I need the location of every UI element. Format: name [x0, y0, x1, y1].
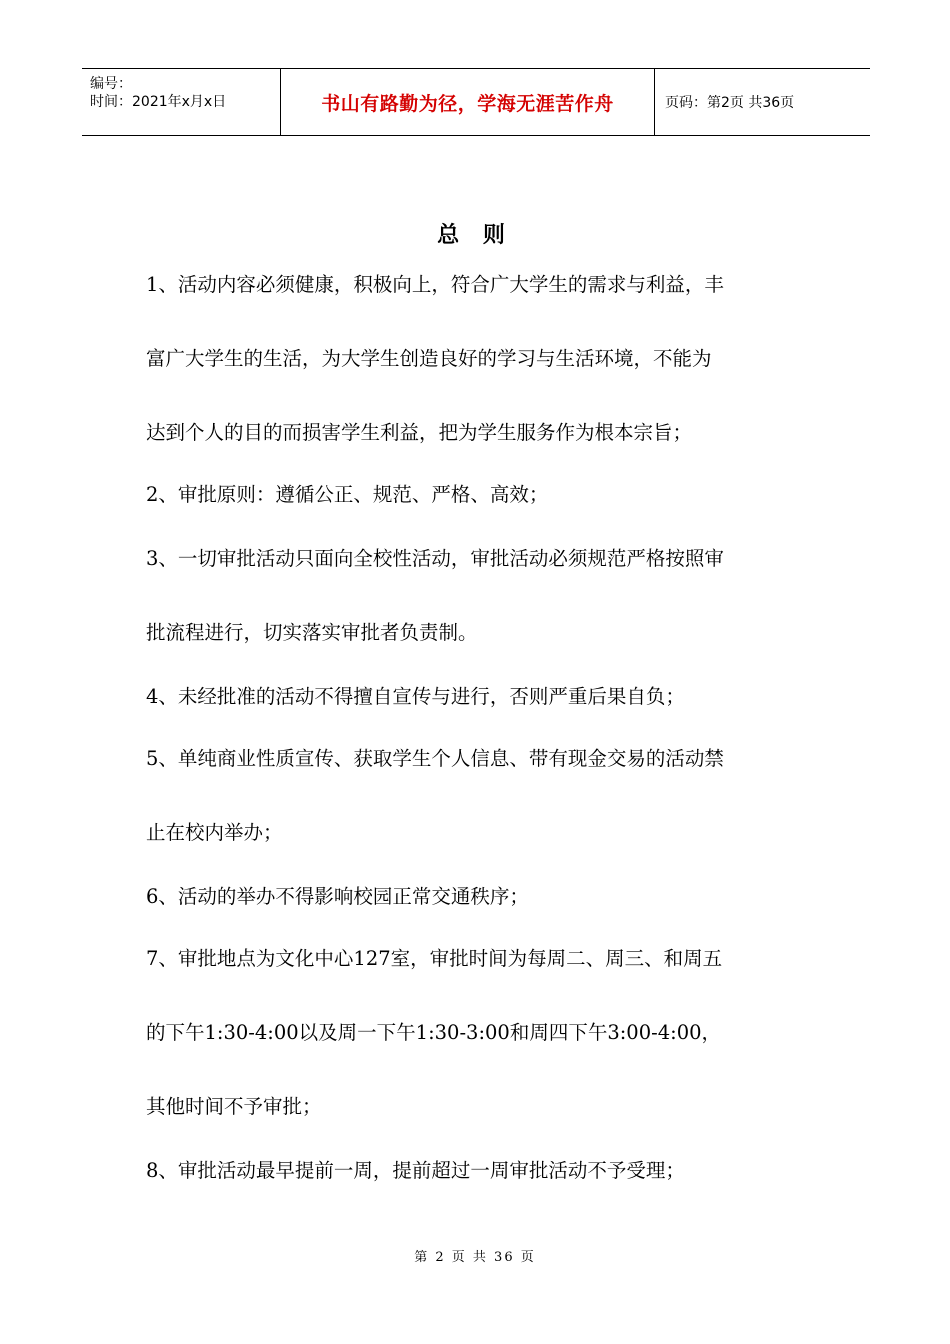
body-line: 5、单纯商业性质宣传、获取学生个人信息、带有现金交易的活动禁	[146, 747, 724, 770]
page-footer: 第 2 页 共 36 页	[414, 1250, 536, 1265]
body-line: 止在校内举办；	[146, 821, 283, 844]
body-line: 的下午1:30-4:00以及周一下午1:30-3:00和周四下午3:00-4:00，	[146, 1021, 722, 1044]
document-header	[82, 68, 870, 136]
header-meta-cell	[82, 69, 281, 135]
body-line: 7、审批地点为文化中心127室，审批时间为每周二、周三、和周五	[146, 947, 723, 970]
page-title: 总 则	[437, 223, 513, 248]
body-line: 达到个人的目的而损害学生利益，把为学生服务作为根本宗旨；	[146, 421, 693, 444]
body-line: 8、审批活动最早提前一周，提前超过一周审批活动不予受理；	[146, 1159, 685, 1182]
header-page-cell	[655, 69, 870, 135]
header-motto-cell	[281, 69, 655, 135]
body-line: 3、一切审批活动只面向全校性活动，审批活动必须规范严格按照审	[146, 547, 724, 570]
body-line: 2、审批原则：遵循公正、规范、严格、高效；	[146, 483, 549, 506]
body-line: 其他时间不予审批；	[146, 1095, 322, 1118]
body-line: 6、活动的举办不得影响校园正常交通秩序；	[146, 885, 529, 908]
body-line: 4、未经批准的活动不得擅自宣传与进行，否则严重后果自负；	[146, 685, 685, 708]
number-label: 编号：	[90, 76, 132, 92]
page-info: 页码：第2页 共36页	[665, 95, 795, 111]
motto-text: 书山有路勤为径，学海无涯苦作舟	[321, 92, 614, 115]
body-line: 1、活动内容必须健康，积极向上，符合广大学生的需求与利益，丰	[146, 273, 724, 296]
date-label: 时间：2021年x月x日	[90, 94, 227, 110]
body-line: 批流程进行，切实落实审批者负责制。	[146, 621, 478, 644]
body-line: 富广大学生的生活，为大学生创造良好的学习与生活环境，不能为	[146, 347, 712, 370]
